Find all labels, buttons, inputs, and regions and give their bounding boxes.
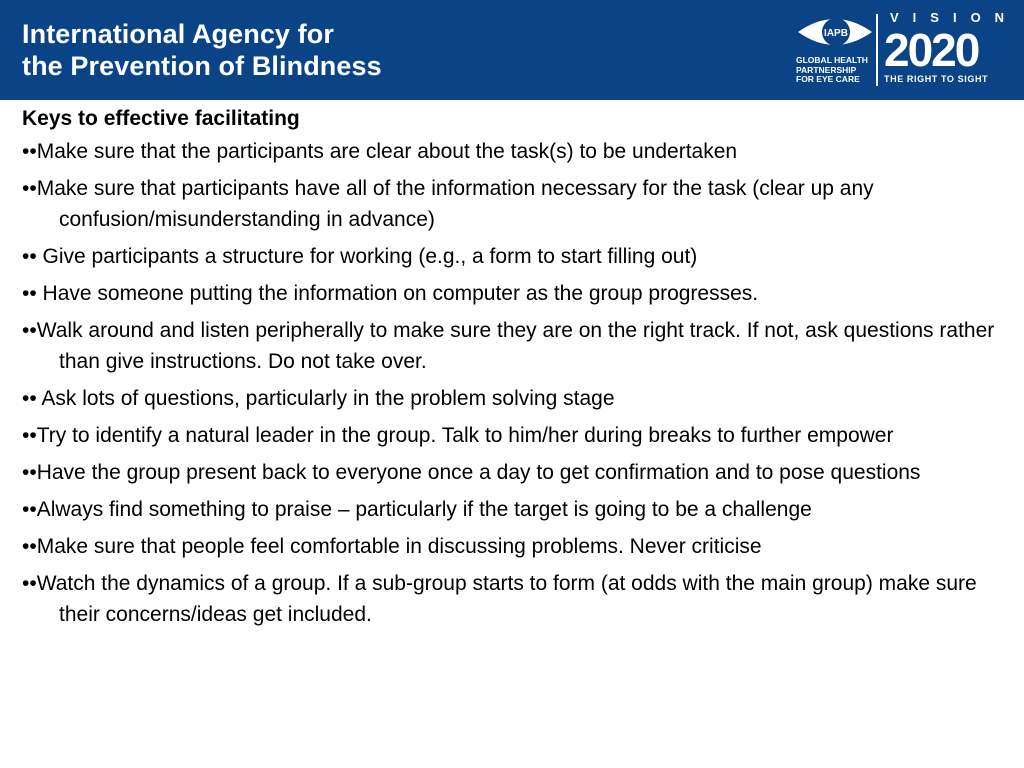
content-heading: Keys to effective facilitating — [22, 107, 300, 130]
organization-title — [22, 18, 382, 82]
bullet-item: •• Give participants a structure for working (e.g., a form to start filling out) — [22, 245, 698, 268]
vision-year-graphic — [884, 26, 1016, 72]
bullet-item: ••Make sure that people feel comfortable in discussing problems. Never criticise — [22, 535, 762, 558]
iapb-eye-icon — [796, 12, 874, 52]
header-banner — [0, 0, 1024, 100]
bullet-item: ••Make sure that the participants are clear about the task(s) to be undertaken — [22, 140, 738, 163]
bullet-item: ••Try to identify a natural leader in the group. Talk to him/her during breaks to further empower — [22, 424, 894, 447]
globe-icon — [983, 35, 1013, 65]
bullet-item: ••Walk around and listen peripherally to make sure they are on the right track. If not, ask questions rather than give instructions. Do not take over. — [22, 319, 995, 373]
iapb-subtitle — [796, 56, 868, 85]
iapb-subtitle-line3: FOR EYE CARE — [796, 74, 860, 84]
bullet-item: ••Watch the dynamics of a group. If a sub-group starts to form (at odds with the main group) make sure their concerns/ideas get included. — [22, 572, 977, 626]
bullet-item: ••Have the group present back to everyone once a day to get confirmation and to pose questions — [22, 461, 921, 484]
organization-title-line2: the Prevention of Blindness — [22, 51, 382, 81]
iapb-subtitle-line2: PARTNERSHIP — [796, 64, 857, 75]
content-body — [22, 106, 1007, 636]
bullet-item: ••Always find something to praise – particularly if the target is going to be a challenge — [22, 498, 812, 521]
bullet-item: •• Have someone putting the information on computer as the group progresses. — [22, 282, 759, 305]
logo-divider — [876, 14, 878, 86]
bullet-item: ••Make sure that participants have all of the information necessary for the task (clear up any confusion/misunderstanding in advance) — [22, 177, 874, 231]
vision-year-text: 2020 — [884, 26, 979, 72]
iapb-badge-text: IAPB — [824, 28, 848, 39]
vision-word: VISION — [890, 10, 1019, 25]
vision-2020-logo — [882, 10, 1018, 90]
vision-tagline: THE RIGHT TO SIGHT — [884, 74, 989, 84]
iapb-subtitle-line1: GLOBAL HEALTH — [796, 55, 868, 65]
iapb-logo — [796, 12, 874, 90]
organization-title-line1: International Agency for — [22, 19, 334, 49]
bullet-item: •• Ask lots of questions, particularly in the problem solving stage — [22, 387, 615, 410]
